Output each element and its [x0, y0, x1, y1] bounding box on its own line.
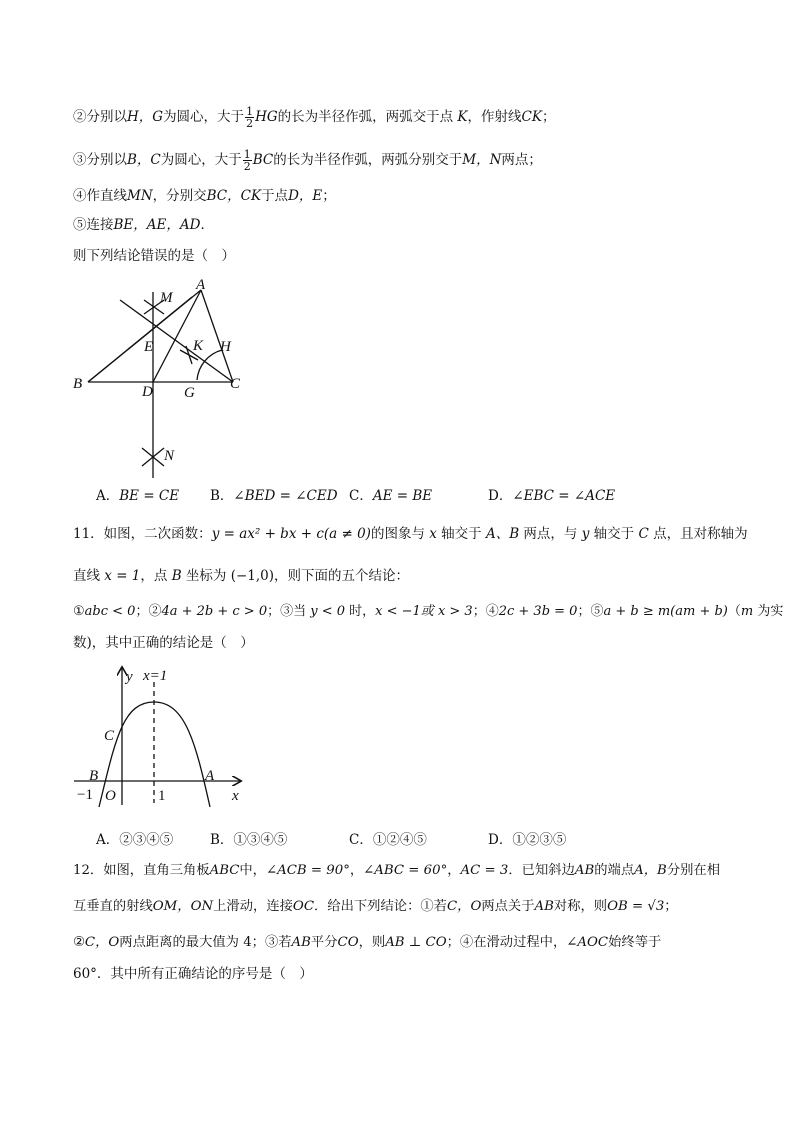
q11-line1: 11．如图，二次函数：y = ax² + bx + c(a ≠ 0)的图象与 x 轴交于 A、B 两点，与 y 轴交于 C 点，且对称轴为: [73, 526, 748, 542]
q12-line1: 12．如图，直角三角板ABC中，∠ACB = 90°，∠ABC = 60°，AC = 3．已知斜边AB的端点A，B分别在相: [73, 863, 720, 878]
label-b: B: [89, 768, 99, 784]
q11-option-c[interactable]: C．①②④⑤: [349, 832, 427, 848]
fraction-half: $\frac{1}{2}$: [243, 148, 251, 173]
label-k: K: [193, 338, 204, 354]
label-neg1: −1: [77, 787, 93, 803]
q10-option-b[interactable]: B．∠BED = ∠CED: [210, 488, 338, 504]
q11-option-d[interactable]: D．①②③⑤: [488, 832, 567, 848]
q10-option-c[interactable]: C．AE = BE: [349, 488, 433, 504]
q10-option-d[interactable]: D．∠EBC = ∠ACE: [488, 488, 616, 504]
q10-step3: ③分别以B，C为圆心，大于 $\frac{1}{2}$ BC的长为半径作弧，两弧分别交于M，N两点；: [73, 148, 542, 173]
label-m: M: [160, 290, 173, 306]
q12-line2: 互垂直的射线OM，ON上滑动，连接OC．给出下列结论：①若C，O两点关于AB对称，则OB = √3；: [73, 899, 678, 914]
label-x: x: [232, 788, 239, 804]
label-a: A: [196, 277, 206, 293]
q10-step5: ⑤连接BE，AE，AD．: [73, 217, 214, 233]
label-n: N: [164, 448, 175, 464]
label-one: 1: [158, 788, 166, 804]
label-c: C: [230, 376, 241, 392]
label-e: E: [144, 339, 154, 355]
q10-triangle-figure: [70, 272, 260, 482]
label-b: B: [73, 376, 83, 392]
q11-line2: 直线 x = 1，点 B 坐标为 (−1,0)，则下面的五个结论：: [73, 568, 410, 584]
q11-line3: ①abc < 0；②4a + 2b + c > 0；③当 y < 0 时，x < −1或 x > 3；④2c + 3b = 0；⑤a + b ≥ m(am + b)（m 为实: [73, 604, 784, 619]
label-h: H: [220, 339, 231, 355]
q10-option-a[interactable]: A．BE = CE: [96, 488, 180, 504]
q11-option-a[interactable]: A．②③④⑤: [96, 832, 174, 848]
q10-step2: ②分别以H，G为圆心，大于 $\frac{1}{2}$ HG的长为半径作弧，两弧交于点 K，作射线CK；: [73, 105, 556, 130]
label-y: y: [126, 669, 133, 685]
q10-question: 则下列结论错误的是（ ）: [73, 248, 235, 264]
label-c: C: [104, 728, 115, 744]
fraction-half: $\frac{1}{2}$: [246, 105, 254, 130]
q10-step4: ④作直线MN，分别交BC，CK于点D，E；: [73, 188, 336, 204]
q11-line4: 数)，其中正确的结论是（ ）: [73, 635, 254, 651]
label-axis-eq: x=1: [143, 668, 168, 684]
segment-be: [88, 297, 192, 382]
q12-line3: ②C，O两点距离的最大值为 4；③若AB平分CO，则AB ⊥ CO；④在滑动过程中，∠AOC始终等于: [73, 935, 662, 950]
label-o: O: [105, 788, 116, 804]
label-g: G: [184, 385, 195, 401]
q12-line4: 60°．其中所有正确结论的序号是（ ）: [73, 966, 313, 982]
label-d: D: [142, 384, 153, 400]
q11-parabola-graph: [70, 660, 250, 810]
label-a: A: [205, 768, 215, 784]
segment-ac: [201, 290, 233, 382]
ray-ck: [120, 300, 233, 382]
q11-option-b[interactable]: B．①③④⑤: [210, 832, 288, 848]
